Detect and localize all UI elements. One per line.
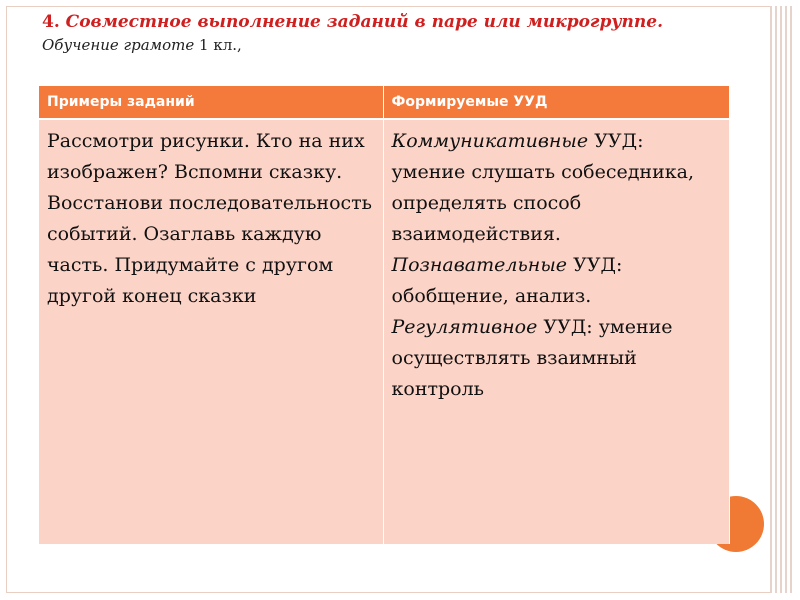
heading-subtitle	[42, 34, 722, 56]
uud-cognitive	[392, 250, 721, 312]
examples-text: Рассмотри рисунки. Кто на них изображен? Вспомни сказку. Восстанови последовательность событий. Озаглавь каждую часть. Придумайте с другом другой конец сказки	[47, 130, 373, 307]
table-row	[39, 119, 729, 544]
uud-communicative	[392, 126, 721, 250]
uud-label: УУД:	[543, 316, 593, 338]
tasks-table	[39, 86, 730, 544]
slide-heading	[42, 10, 722, 56]
uud-type: Познавательные	[391, 254, 568, 276]
uud-desc: обобщение, анализ.	[391, 285, 592, 307]
uud-type: Коммуникативные	[391, 130, 589, 152]
header-uud: Формируемые УУД	[383, 86, 729, 119]
cell-uud	[383, 119, 729, 544]
uud-desc: умение слушать собеседника, определять способ взаимодействия.	[391, 161, 695, 245]
cell-examples	[39, 119, 383, 544]
uud-label: УУД:	[594, 130, 644, 152]
uud-type: Регулятивное	[391, 316, 538, 338]
header-examples: Примеры заданий	[39, 86, 383, 119]
heading-title-text: Совместное выполнение заданий в паре или микрогруппе.	[65, 12, 664, 32]
table-header-row	[39, 86, 729, 119]
heading-number: 4.	[42, 12, 60, 32]
decorative-stripes	[770, 6, 792, 593]
subtitle-subject: Обучение грамоте	[42, 36, 195, 54]
heading-title	[42, 10, 722, 34]
uud-desc: умение осуществлять взаимный контроль	[391, 316, 673, 400]
uud-regulative	[392, 312, 721, 405]
subtitle-grade: 1 кл.,	[199, 36, 242, 54]
uud-label: УУД:	[573, 254, 623, 276]
